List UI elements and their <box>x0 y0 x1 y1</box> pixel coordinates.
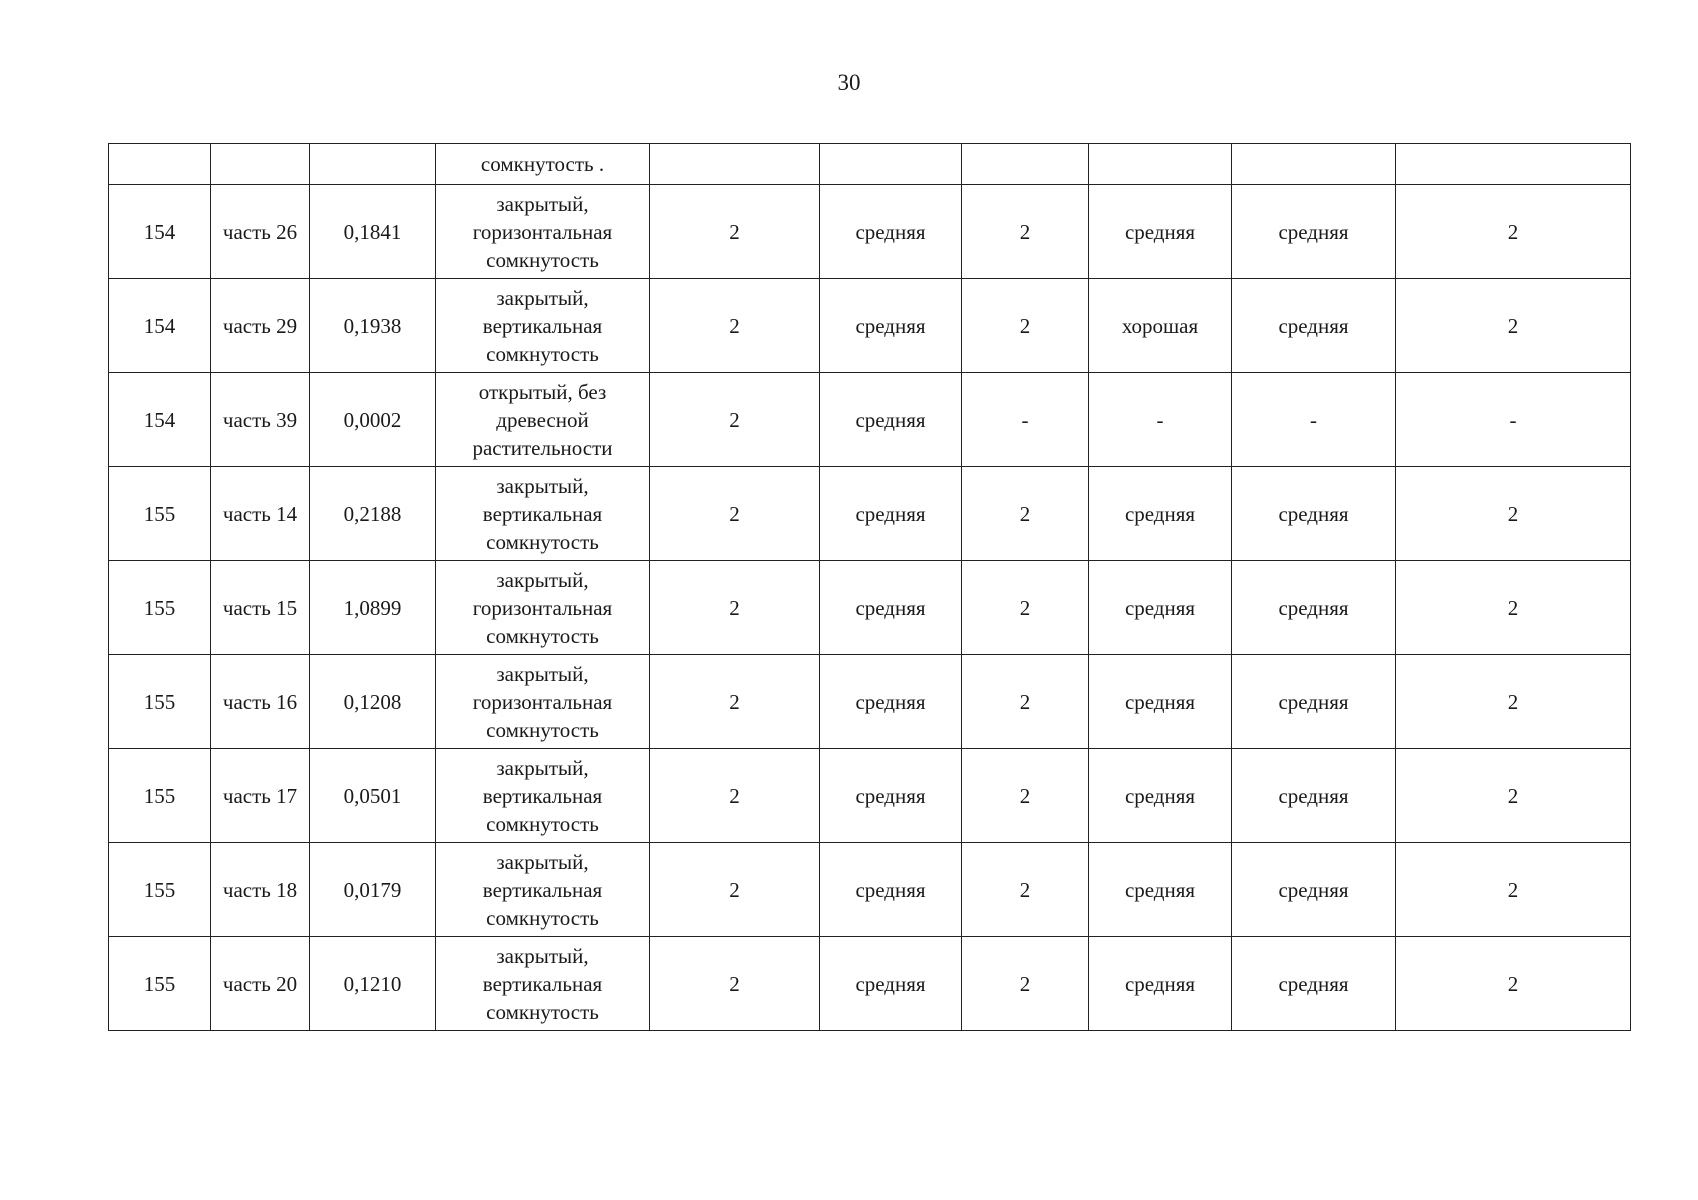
table-cell: 0,0501 <box>310 749 436 843</box>
table-row <box>109 749 1631 843</box>
table-cell: 2 <box>650 185 820 279</box>
table-cell: 0,1210 <box>310 937 436 1031</box>
table-cell: средняя <box>1089 843 1232 937</box>
table-cell: 155 <box>109 749 211 843</box>
table-cell: 2 <box>650 561 820 655</box>
table-cell: средняя <box>1089 467 1232 561</box>
table-cell: средняя <box>1232 843 1396 937</box>
table-cell <box>1232 144 1396 185</box>
table-cell <box>962 144 1089 185</box>
table-cell: средняя <box>820 843 962 937</box>
table-cell: часть 16 <box>211 655 310 749</box>
table-cell: 155 <box>109 843 211 937</box>
table-cell: 0,0002 <box>310 373 436 467</box>
table-cell: средняя <box>1232 749 1396 843</box>
table-cell: средняя <box>820 655 962 749</box>
table-cell: - <box>1396 373 1631 467</box>
table-row <box>109 561 1631 655</box>
table-cell: 0,0179 <box>310 843 436 937</box>
table-cell: закрытый, горизонтальная сомкнутость <box>436 561 650 655</box>
table-cell: закрытый, вертикальная сомкнутость <box>436 843 650 937</box>
table-row-continuation <box>109 144 1631 185</box>
table-cell <box>820 144 962 185</box>
table-cell: 154 <box>109 373 211 467</box>
table-cell: средняя <box>820 467 962 561</box>
page-number: 30 <box>837 70 861 95</box>
table-cell: 2 <box>962 843 1089 937</box>
table-cell: средняя <box>820 373 962 467</box>
table-row <box>109 655 1631 749</box>
table-cell: часть 18 <box>211 843 310 937</box>
table-row <box>109 185 1631 279</box>
table-cell: средняя <box>820 279 962 373</box>
table-row <box>109 937 1631 1031</box>
table-cell: 2 <box>962 561 1089 655</box>
table-cell: закрытый, вертикальная сомкнутость <box>436 749 650 843</box>
table-cell: 1,0899 <box>310 561 436 655</box>
table-cell: часть 26 <box>211 185 310 279</box>
table-cell: - <box>1232 373 1396 467</box>
table-cell: 2 <box>962 937 1089 1031</box>
table-cell: 2 <box>1396 185 1631 279</box>
table-cell: 0,1938 <box>310 279 436 373</box>
table-cell: - <box>962 373 1089 467</box>
table-cell: средняя <box>820 937 962 1031</box>
table-cell: хорошая <box>1089 279 1232 373</box>
table-body <box>109 144 1631 1031</box>
table-cell: 2 <box>650 373 820 467</box>
table-cell: средняя <box>1089 749 1232 843</box>
table-cell: 155 <box>109 937 211 1031</box>
table-cell: закрытый, вертикальная сомкнутость <box>436 937 650 1031</box>
table-cell: закрытый, вертикальная сомкнутость <box>436 467 650 561</box>
data-table <box>108 143 1631 1031</box>
table-cell: 2 <box>650 937 820 1031</box>
table-cell: средняя <box>820 561 962 655</box>
table-cell: средняя <box>1089 655 1232 749</box>
table-cell <box>1089 144 1232 185</box>
table-cell: сомкнутость . <box>436 144 650 185</box>
table-cell: средняя <box>1232 655 1396 749</box>
table-cell: средняя <box>1232 937 1396 1031</box>
table-cell: часть 20 <box>211 937 310 1031</box>
table-cell: 2 <box>650 279 820 373</box>
table-cell <box>650 144 820 185</box>
table-row <box>109 843 1631 937</box>
table-cell: закрытый, горизонтальная сомкнутость <box>436 185 650 279</box>
table-cell: средняя <box>1089 561 1232 655</box>
table-cell: часть 15 <box>211 561 310 655</box>
table-cell: 2 <box>650 655 820 749</box>
table-cell: 2 <box>1396 749 1631 843</box>
table-cell: открытый, без древесной растительности <box>436 373 650 467</box>
table-cell: 2 <box>1396 655 1631 749</box>
table-cell: 0,2188 <box>310 467 436 561</box>
table-cell <box>211 144 310 185</box>
table-cell: 2 <box>650 749 820 843</box>
table-cell: часть 39 <box>211 373 310 467</box>
table-cell: закрытый, вертикальная сомкнутость <box>436 279 650 373</box>
table-cell <box>1396 144 1631 185</box>
table-cell: 154 <box>109 185 211 279</box>
table-cell <box>109 144 211 185</box>
table-cell: 2 <box>962 467 1089 561</box>
table-cell: 0,1208 <box>310 655 436 749</box>
table-cell: средняя <box>1232 185 1396 279</box>
table-cell: часть 14 <box>211 467 310 561</box>
table-cell: 155 <box>109 655 211 749</box>
table-cell: 2 <box>962 655 1089 749</box>
table-cell: 155 <box>109 561 211 655</box>
table-cell: 2 <box>962 749 1089 843</box>
table-cell: часть 17 <box>211 749 310 843</box>
table-cell: часть 29 <box>211 279 310 373</box>
table-cell: средняя <box>1232 279 1396 373</box>
table-cell: 2 <box>1396 467 1631 561</box>
table-row <box>109 373 1631 467</box>
table-cell: 154 <box>109 279 211 373</box>
table-cell: 2 <box>1396 937 1631 1031</box>
table-row <box>109 279 1631 373</box>
table-cell: средняя <box>820 185 962 279</box>
table-cell: 155 <box>109 467 211 561</box>
table-cell: средняя <box>1232 467 1396 561</box>
table-cell: 2 <box>1396 561 1631 655</box>
table-cell: средняя <box>1089 185 1232 279</box>
table-cell: средняя <box>1232 561 1396 655</box>
table-row <box>109 467 1631 561</box>
table-cell: 2 <box>650 843 820 937</box>
table-cell: средняя <box>1089 937 1232 1031</box>
table-cell: закрытый, горизонтальная сомкнутость <box>436 655 650 749</box>
table-cell <box>310 144 436 185</box>
table-cell: - <box>1089 373 1232 467</box>
table-cell: средняя <box>820 749 962 843</box>
table-cell: 0,1841 <box>310 185 436 279</box>
table-cell: 2 <box>650 467 820 561</box>
table-cell: 2 <box>1396 843 1631 937</box>
table-cell: 2 <box>962 185 1089 279</box>
table-cell: 2 <box>1396 279 1631 373</box>
table-cell: 2 <box>962 279 1089 373</box>
